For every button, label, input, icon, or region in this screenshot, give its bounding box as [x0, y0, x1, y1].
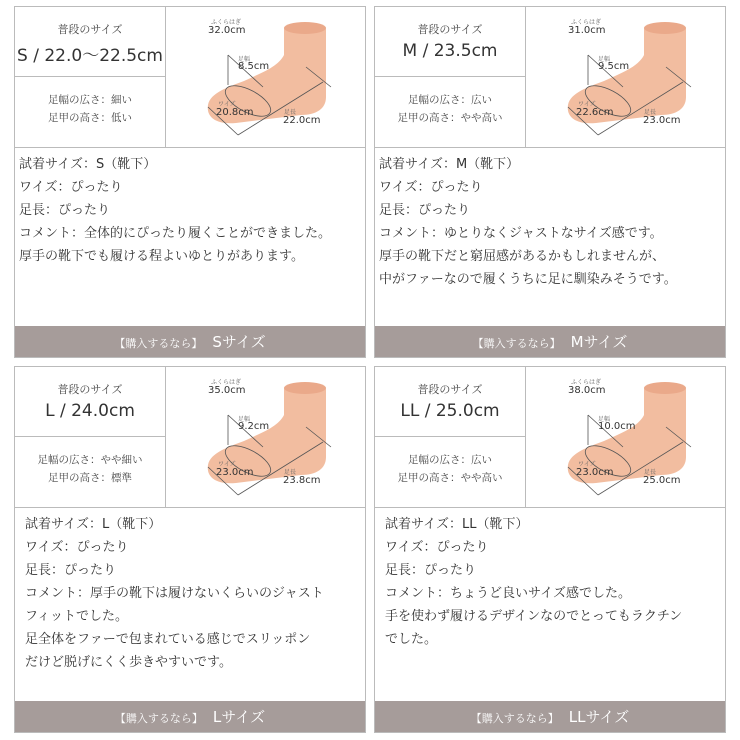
foot-width-value: 10.0cm: [598, 421, 636, 432]
comment-line: 足長：ぴったり: [385, 563, 477, 578]
comment-line: 試着サイズ：S（靴下）: [19, 157, 157, 172]
calf-label: ふくらはぎ: [571, 379, 602, 386]
size-info-header: [375, 7, 725, 148]
buy-prefix: 【購入するなら】: [114, 337, 203, 350]
comment-line: 試着サイズ：LL（靴下）: [385, 517, 529, 532]
wise-value: 23.0cm: [576, 467, 614, 478]
foot-measurement-figure: [166, 7, 365, 147]
foot-width-feel: 足幅の広さ：細い: [48, 94, 132, 106]
comment-line: ワイズ：ぴったり: [25, 540, 129, 555]
comment-line: 厚手の靴下でも履ける程よいゆとりがあります。: [19, 249, 304, 264]
buy-size-bar: [375, 326, 725, 357]
foot-measurement-figure: [166, 367, 365, 507]
size-info-header: [375, 367, 725, 508]
foot-illustration: [526, 7, 726, 147]
usual-size-value: L / 24.0cm: [45, 401, 135, 421]
usual-size-cell: [375, 7, 526, 147]
comment-line: コメント：全体的にぴったり履くことができました。: [19, 226, 332, 241]
length-value: 23.8cm: [283, 475, 321, 486]
calf-value: 35.0cm: [208, 385, 246, 396]
size-info-header: [15, 7, 365, 148]
length-label: 足長: [284, 469, 297, 476]
comment-line: 中がファーなので履くうちに足に馴染みそうです。: [379, 272, 677, 287]
foot-width-label: 足幅: [598, 416, 611, 423]
usual-size-value: S / 22.0〜22.5cm: [17, 46, 163, 66]
calf-value: 32.0cm: [208, 25, 246, 36]
comment-line: 足長：ぴったり: [379, 203, 471, 218]
comment-line: コメント：ちょうど良いサイズ感でした。: [385, 586, 631, 601]
buy-size: Mサイズ: [570, 333, 628, 351]
foot-width-value: 9.5cm: [598, 61, 630, 72]
wise-label: ワイズ: [578, 101, 596, 108]
review-comment: [379, 153, 721, 291]
comment-line: 試着サイズ：M（靴下）: [379, 157, 520, 172]
wise-label: ワイズ: [578, 461, 596, 468]
usual-size-label: 普段のサイズ: [417, 23, 483, 36]
buy-size-bar: [15, 701, 365, 732]
foot-width-feel: 足幅の広さ：広い: [408, 454, 492, 466]
foot-width-label: 足幅: [598, 56, 611, 63]
wise-value: 22.6cm: [576, 107, 614, 118]
buy-size: Sサイズ: [212, 333, 266, 351]
review-comment: [25, 513, 361, 674]
length-value: 23.0cm: [643, 115, 681, 126]
foot-width-label: 足幅: [238, 56, 251, 63]
usual-size: [375, 367, 525, 437]
review-comment: [385, 513, 721, 651]
buy-prefix: 【購入するなら】: [114, 712, 203, 725]
length-label: 足長: [644, 109, 657, 116]
length-value: 22.0cm: [283, 115, 321, 126]
length-value: 25.0cm: [643, 475, 681, 486]
comment-line: フィットでした。: [25, 609, 128, 624]
calf-value: 31.0cm: [568, 25, 606, 36]
usual-size: [375, 7, 525, 77]
buy-size-bar: [375, 701, 725, 732]
foot-width-value: 9.2cm: [238, 421, 270, 432]
comment-line: ワイズ：ぴったり: [19, 180, 123, 195]
size-review-card: [374, 6, 726, 358]
foot-illustration: [526, 367, 726, 507]
foot-features: [15, 77, 165, 127]
review-comment: [19, 153, 361, 268]
buy-prefix: 【購入するなら】: [470, 712, 559, 725]
calf-label: ふくらはぎ: [571, 19, 602, 26]
instep-feel: 足甲の高さ：やや高い: [397, 472, 503, 484]
wise-label: ワイズ: [218, 461, 236, 468]
comment-line: コメント：厚手の靴下は履けないくらいのジャスト: [25, 586, 324, 601]
comment-line: ワイズ：ぴったり: [385, 540, 489, 555]
usual-size-label: 普段のサイズ: [57, 383, 123, 396]
foot-width-label: 足幅: [238, 416, 251, 423]
foot-features: [375, 437, 525, 487]
comment-line: 足長：ぴったり: [19, 203, 111, 218]
usual-size: [15, 367, 165, 437]
comment-line: コメント：ゆとりなくジャストなサイズ感です。: [379, 226, 663, 241]
usual-size-value: M / 23.5cm: [402, 41, 498, 61]
usual-size-cell: [15, 7, 166, 147]
comment-line: 足全体をファーで包まれている感じでスリッポン: [25, 632, 311, 647]
size-review-card: [14, 6, 366, 358]
size-review-card: [374, 366, 726, 733]
buy-size-bar: [15, 326, 365, 357]
usual-size-cell: [15, 367, 166, 507]
usual-size-label: 普段のサイズ: [57, 23, 123, 36]
calf-label: ふくらはぎ: [211, 379, 242, 386]
foot-measurement-figure: [526, 367, 725, 507]
wise-value: 20.8cm: [216, 107, 254, 118]
buy-size: Lサイズ: [212, 708, 266, 726]
length-label: 足長: [284, 109, 297, 116]
size-review-card: [14, 366, 366, 733]
wise-value: 23.0cm: [216, 467, 254, 478]
calf-value: 38.0cm: [568, 385, 606, 396]
foot-illustration: [166, 7, 366, 147]
instep-feel: 足甲の高さ：低い: [48, 112, 132, 124]
comment-line: 手を使わず履けるデザインなのでとってもラクチン: [385, 609, 683, 624]
comment-line: 足長：ぴったり: [25, 563, 117, 578]
comment-line: 試着サイズ：L（靴下）: [25, 517, 162, 532]
foot-features: [15, 437, 165, 487]
buy-size: LLサイズ: [568, 708, 630, 726]
comment-line: だけど脱げにくく歩きやすいです。: [25, 655, 232, 670]
comment-line: ワイズ：ぴったり: [379, 180, 483, 195]
length-label: 足長: [644, 469, 657, 476]
wise-label: ワイズ: [218, 101, 236, 108]
usual-size: [15, 7, 165, 77]
usual-size-label: 普段のサイズ: [417, 383, 483, 396]
size-info-header: [15, 367, 365, 508]
usual-size-value: LL / 25.0cm: [400, 401, 500, 421]
comment-line: でした。: [385, 632, 438, 647]
foot-width-feel: 足幅の広さ：広い: [408, 94, 492, 106]
foot-features: [375, 77, 525, 127]
comment-line: 厚手の靴下だと窮屈感があるかもしれませんが、: [379, 249, 666, 264]
foot-measurement-figure: [526, 7, 725, 147]
foot-illustration: [166, 367, 366, 507]
usual-size-cell: [375, 367, 526, 507]
instep-feel: 足甲の高さ：標準: [48, 472, 132, 484]
instep-feel: 足甲の高さ：やや高い: [397, 112, 503, 124]
foot-width-value: 8.5cm: [238, 61, 270, 72]
foot-width-feel: 足幅の広さ：やや細い: [37, 454, 143, 466]
buy-prefix: 【購入するなら】: [472, 337, 561, 350]
calf-label: ふくらはぎ: [211, 19, 242, 26]
